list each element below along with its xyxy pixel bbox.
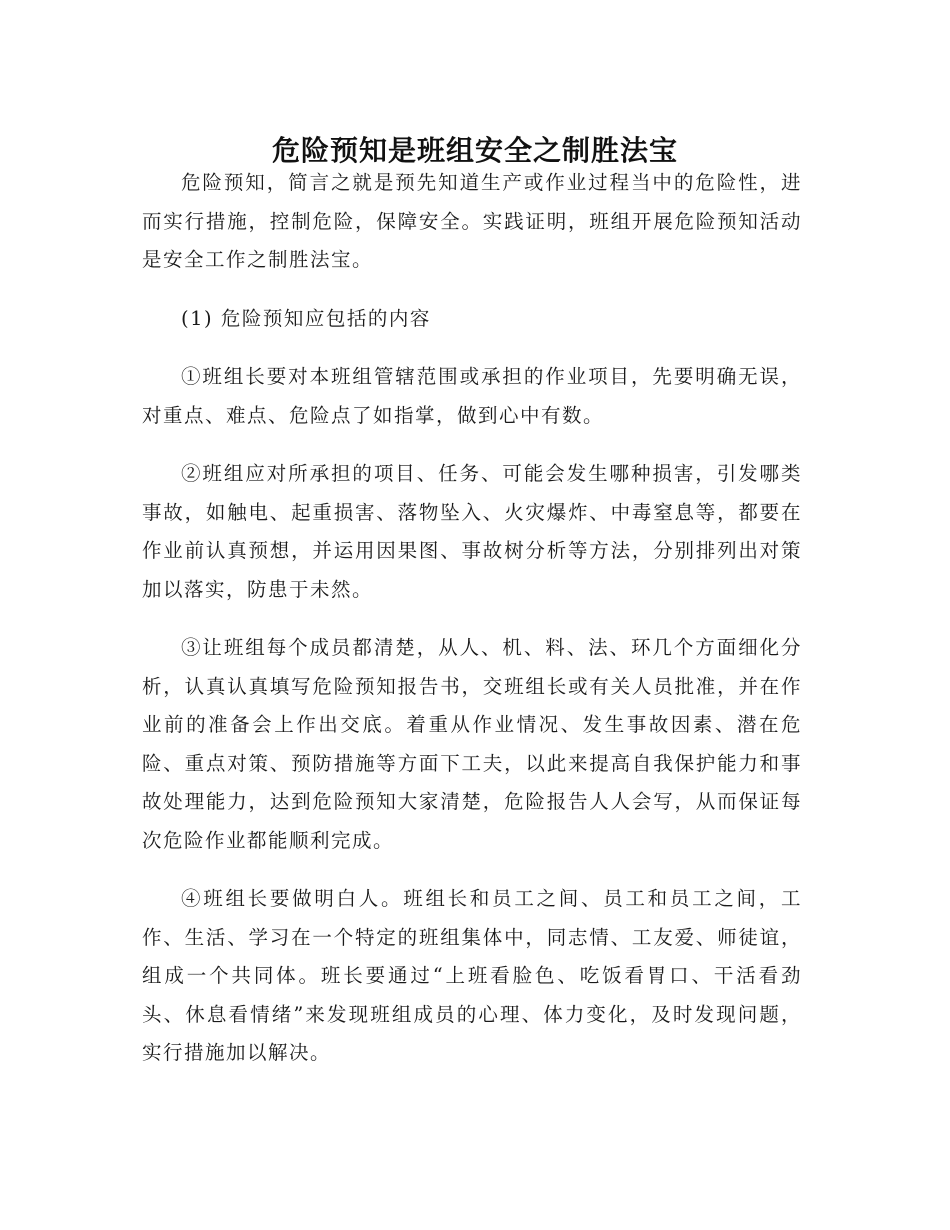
document-title: 危险预知是班组安全之制胜法宝 [271, 133, 678, 167]
intro-paragraph: 危险预知，简言之就是预先知道生产或作业过程当中的危险性，进而实行措施，控制危险，保障安全。实践证明，班组开展危险预知活动是安全工作之制胜法宝。 [142, 171, 802, 271]
document-body [142, 164, 802, 1073]
section-heading: (1) 危险预知应包括的内容 [181, 306, 431, 330]
item-2-paragraph: ②班组应对所承担的项目、任务、可能会发生哪种损害，引发哪类事故，如触电、起重损害、落物坠入、火灾爆炸、中毒窒息等，都要在作业前认真预想，并运用因果图、事故树分析等方法，分别排列出对策加以落实，防患于未然。 [142, 462, 802, 601]
item-4-paragraph: ④班组长要做明白人。班组长和员工之间、员工和员工之间，工作、生活、学习在一个特定的班组集体中，同志情、工友爱、师徒谊，组成一个共同体。班长要通过“上班看脸色、吃饭看胃口、干活看劲头、休息看情绪”来发现班组成员的心理、体力变化，及时发现问题，实行措施加以解决。 [142, 887, 802, 1064]
item-1-paragraph: ①班组长要对本班组管辖范围或承担的作业项目，先要明确无误，对重点、难点、危险点了如指掌，做到心中有数。 [142, 365, 802, 427]
item-3-paragraph: ③让班组每个成员都清楚，从人、机、料、法、环几个方面细化分析，认真认真填写危险预知报告书，交班组长或有关人员批准，并在作业前的准备会上作出交底。着重从作业情况、发生事故因素、潜在危险、重点对策、预防措施等方面下工夫，以此来提高自我保护能力和事故处理能力，达到危险预知大家清楚，危险报告人人会写，从而保证每次危险作业都能顺利完成。 [142, 636, 802, 852]
